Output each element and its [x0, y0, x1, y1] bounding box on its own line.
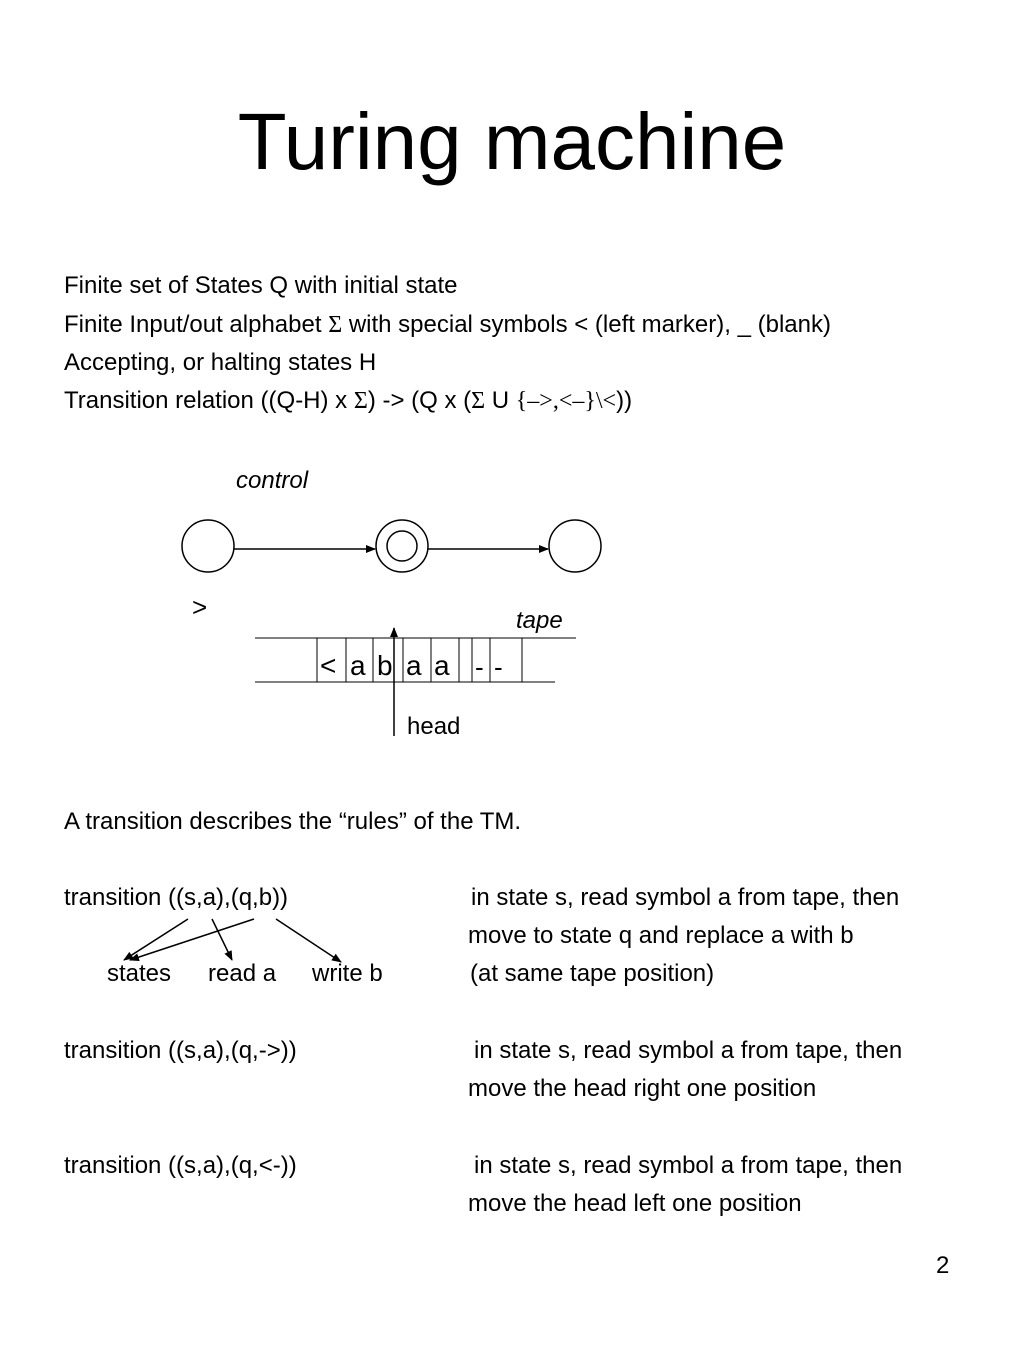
definition-halting: Accepting, or halting states H [64, 349, 377, 376]
sigma-symbol: Σ [353, 388, 368, 414]
state-accepting-inner-circle [387, 531, 417, 561]
tape-cell: a [350, 650, 366, 681]
relation-part-c: U [485, 387, 516, 414]
annotation-arrow-read [212, 919, 232, 960]
page-title: Turing machine [237, 97, 787, 186]
start-marker: > [192, 592, 208, 622]
relation-set: {–>,<–}\< [515, 388, 617, 414]
transition-description: move the head left one position [468, 1190, 802, 1217]
annotation-write: write b [312, 960, 383, 987]
state-final-circle [549, 520, 601, 572]
state-initial-circle [182, 520, 234, 572]
transition-description: move to state q and replace a with b [468, 922, 854, 949]
tape-cell: a [406, 650, 422, 681]
rules-intro: A transition describes the “rules” of the TM. [64, 808, 522, 835]
transition-expression: transition ((s,a),(q,->)) [64, 1037, 297, 1064]
relation-part-b: ) -> (Q x ( [367, 387, 472, 414]
transition-description: in state s, read symbol a from tape, then [471, 884, 900, 911]
transition-description: move the head right one position [468, 1075, 817, 1102]
tape-cell: < [320, 650, 337, 681]
relation-part-d: )) [616, 387, 633, 414]
annotation-read: read a [208, 960, 277, 987]
transition-description: in state s, read symbol a from tape, then [474, 1152, 903, 1179]
definition-alphabet-post: with special symbols < (left marker), _ (blank) [342, 311, 831, 338]
annotation-arrow-states [124, 919, 188, 960]
tape-cell: a [434, 650, 450, 681]
transition-expression: transition ((s,a),(q,b)) [64, 884, 289, 911]
transition-description: (at same tape position) [470, 960, 715, 987]
transition-description: in state s, read symbol a from tape, then [474, 1037, 903, 1064]
transition-expression: transition ((s,a),(q,<-)) [64, 1152, 297, 1179]
control-label: control [236, 467, 309, 494]
sigma-symbol: Σ [328, 312, 343, 338]
tape-cell: - [494, 652, 503, 682]
tape-cell: - [475, 652, 484, 682]
definition-alphabet-pre: Finite Input/out alphabet [64, 311, 329, 338]
annotation-states: states [107, 960, 172, 987]
tape-label: tape [516, 607, 563, 634]
page-number: 2 [936, 1252, 950, 1279]
annotation-arrow-write [276, 919, 341, 962]
head-label: head [407, 713, 461, 740]
state-accepting-circle [376, 520, 428, 572]
annotation-arrow-states-2 [130, 919, 254, 960]
definition-states: Finite set of States Q with initial state [64, 272, 458, 299]
relation-part-a: Transition relation ((Q-H) x [64, 387, 354, 414]
tape-cell: b [377, 650, 393, 681]
sigma-symbol: Σ [471, 388, 486, 414]
